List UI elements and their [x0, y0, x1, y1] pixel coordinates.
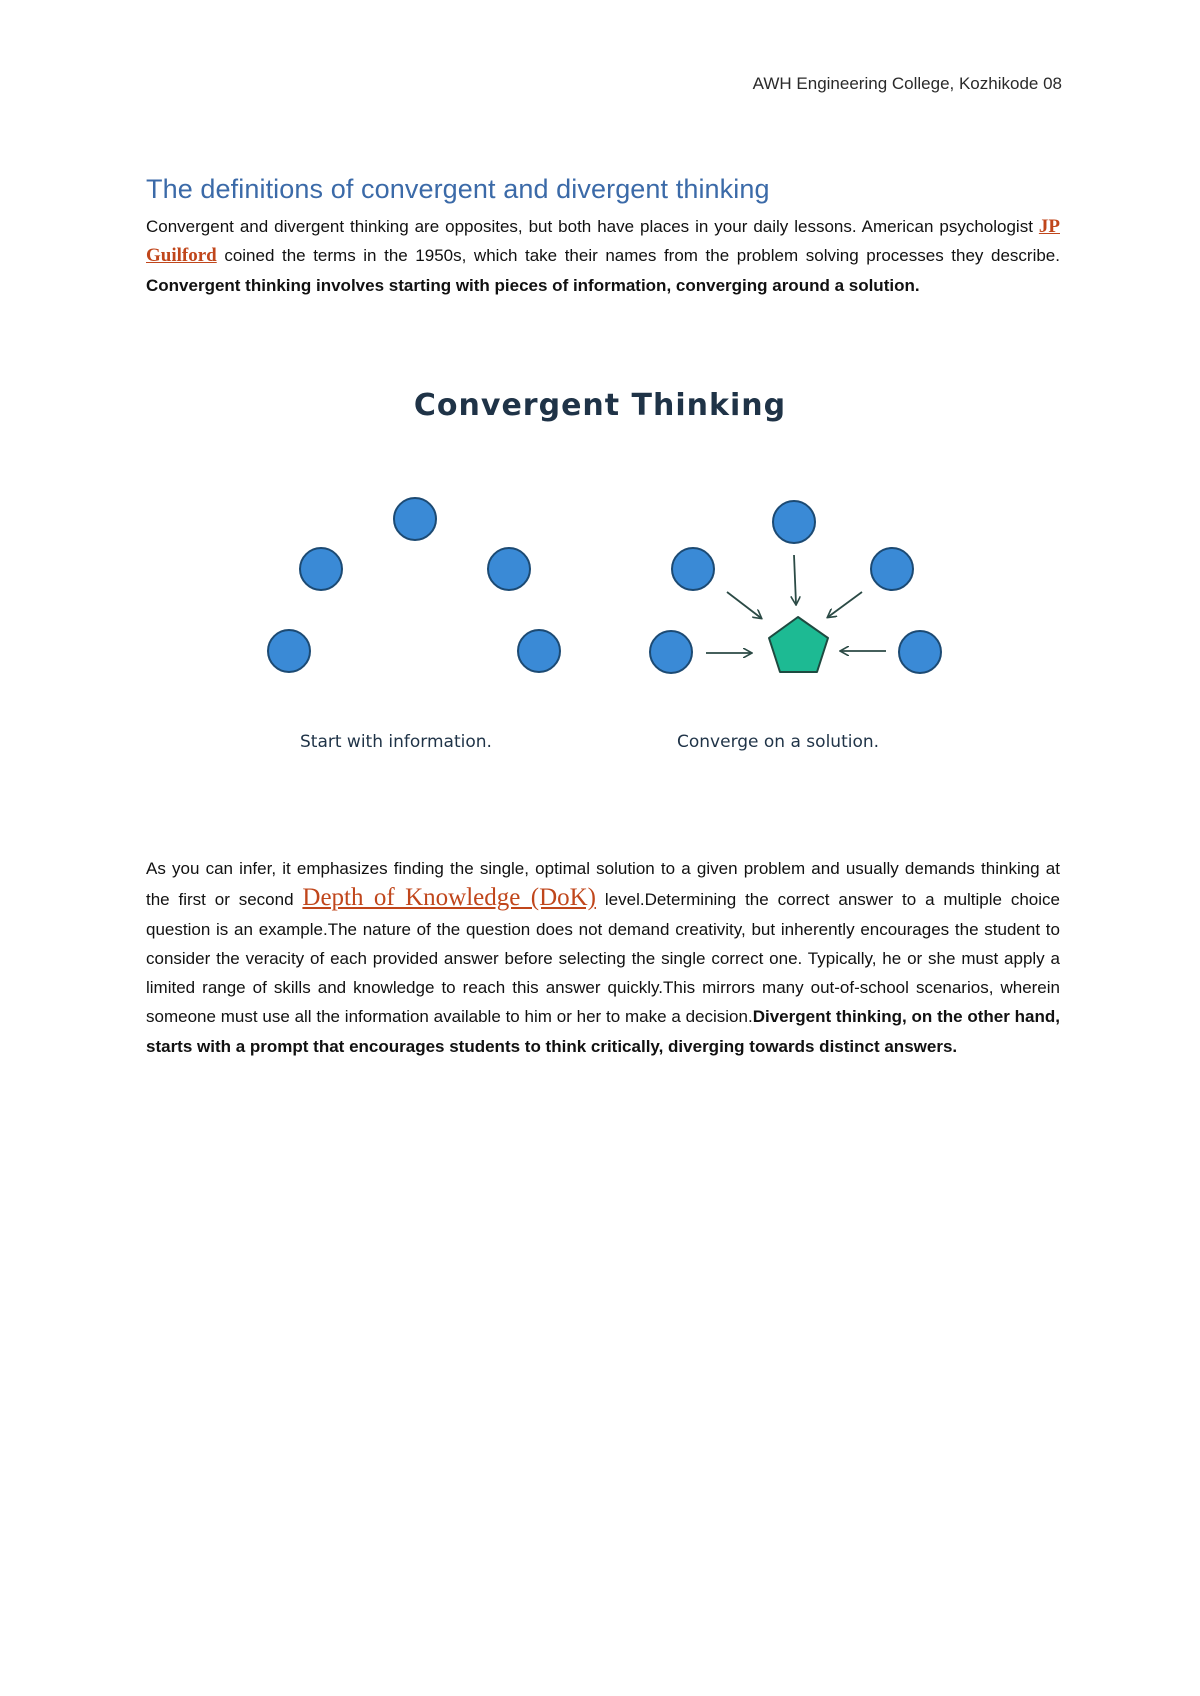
arrow-down	[794, 555, 796, 604]
caption-converge: Converge on a solution.	[677, 732, 880, 752]
page-header: AWH Engineering College, Kozhikode 08	[752, 74, 1062, 93]
body-text-2: level.Determining the correct answer to a multiple choice question is an example.The nature of the question does not demand creativity, but inherently encourages the student to consider the veracity of each provided answer before selecting the single correct one. Typically, he or she must apply a limited range of skills and knowledge to reach this answer quickly.This mirrors many out-of-school scenarios, wherein someone must use all the information available to him or her to make a decision.	[146, 890, 1060, 1027]
intro-text-1: Convergent and divergent thinking are opposites, but both have places in your daily lessons. American psychologist	[146, 217, 1039, 236]
arrow-down-left	[828, 592, 862, 617]
convergent-thinking-figure	[240, 380, 960, 780]
solution-pentagon	[769, 617, 828, 672]
body-bold-text: Divergent thinking, on the other hand, starts with a prompt that encourages students to think critically, diverging towards distinct answers.	[146, 1007, 1061, 1056]
info-circle	[268, 630, 310, 672]
arrow-down-right	[727, 592, 761, 618]
intro-paragraph	[146, 212, 1060, 300]
section-title: The definitions of convergent and divergent thinking	[146, 174, 770, 204]
info-circle	[518, 630, 560, 672]
body-text-1: As you can infer, it emphasizes finding the single, optimal solution to a given problem and usually demands thinking at the first or second	[146, 859, 1060, 910]
intro-text-2: coined the terms in the 1950s, which take their names from the problem solving processes they describe.	[216, 246, 1060, 266]
figure-title: Convergent Thinking	[413, 388, 787, 423]
body-paragraph	[146, 854, 1060, 1061]
caption-start: Start with information.	[300, 732, 492, 752]
info-circle	[672, 548, 714, 590]
info-circle	[300, 548, 342, 590]
guilford-link[interactable]: JP Guilford	[146, 216, 1060, 267]
info-circle	[773, 501, 815, 543]
info-circle	[899, 631, 941, 673]
dok-link[interactable]: Depth of Knowledge (DoK)	[302, 884, 597, 912]
info-circle	[871, 548, 913, 590]
intro-bold-text: Convergent thinking involves starting with pieces of information, converging around a solution.	[146, 275, 920, 295]
convergent-diagram	[240, 380, 960, 780]
info-circle	[394, 498, 436, 540]
info-circle	[488, 548, 530, 590]
info-circle	[650, 631, 692, 673]
